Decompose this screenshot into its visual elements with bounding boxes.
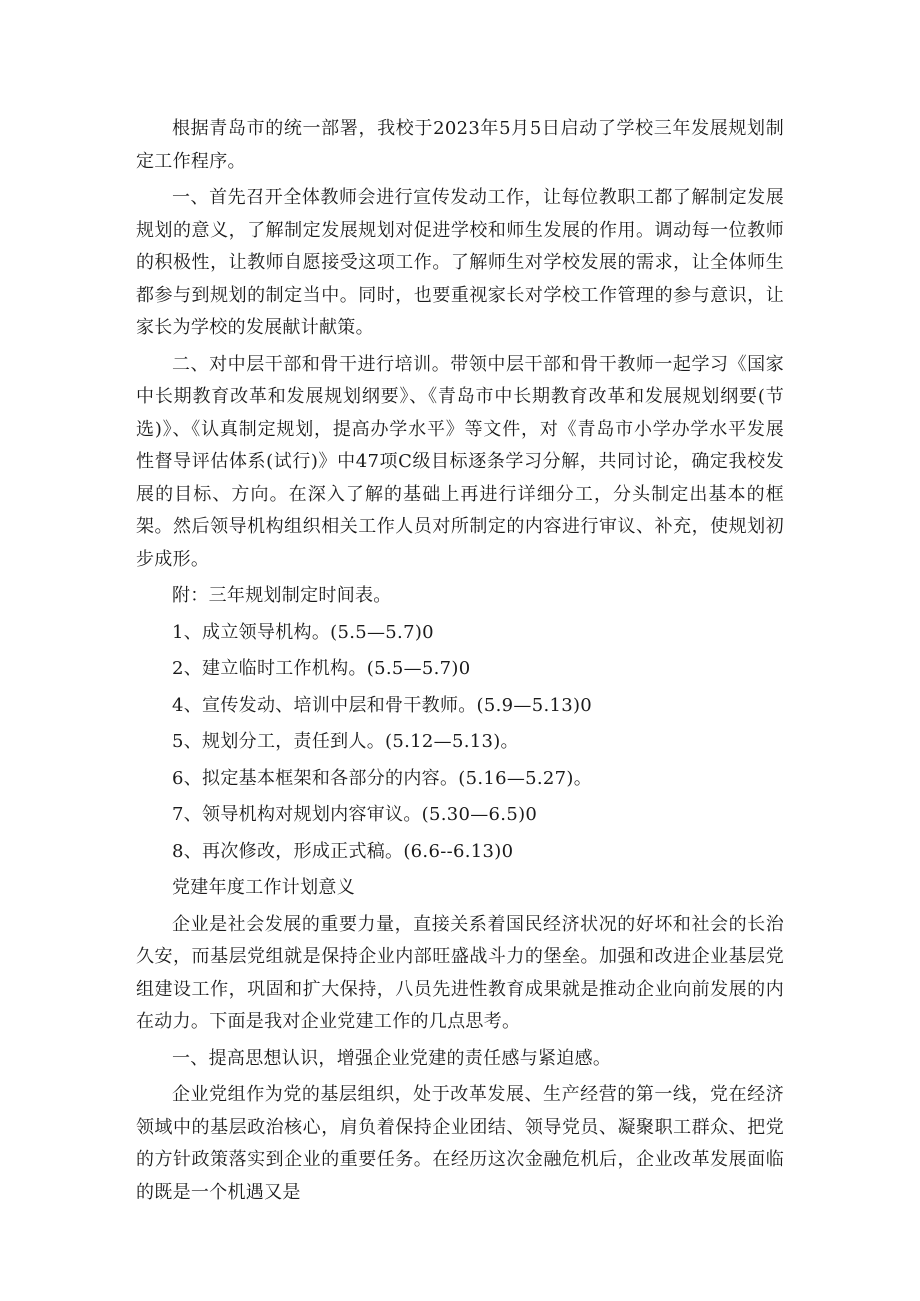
subheading-one: 一、提高思想认识，增强企业党建的责任感与紧迫感。	[172, 1047, 612, 1069]
schedule-heading: 附：三年规划制定时间表。	[172, 585, 392, 606]
schedule-item: 5、规划分工，责任到人。(5.12—5.13)。	[172, 731, 519, 752]
schedule-item: 6、拟定基本框架和各部分的内容。(5.16—5.27)。	[172, 767, 593, 789]
paragraph-step-two: 二、对中层干部和骨干进行培训。带领中层干部和骨干教师一起学习《国家中长期教育改革和发展规划纲要》、《青岛市中长期教育改革和发展规划纲要(节选)》、《认真制定规划，提高办学水平》等文件，对《青岛市小学办学水平发展性督导评估体系(试行)》中47项C级目标逐条学习分解，共同讨论，确定我校发展的目标、方向。在深入了解的基础上再进行详细分工，分头制定出基本的框架。然后领导机构组织相关工作人员对所制定的内容进行审议、补充，使规划初步成形。	[136, 353, 784, 570]
paragraph-step-one: 一、首先召开全体教师会进行宣传发动工作，让每位教职工都了解制定发展规划的意义，了解制定发展规划对促进学校和师生发展的作用。调动每一位教师的积极性，让教师自愿接受这项工作。了解师生对学校发展的需求，让全体师生都参与到规划的制定当中。同时，也要重视家长对学校工作管理的参与意识，让家长为学校的发展献计献策。	[136, 187, 784, 338]
schedule-item: 2、建立临时工作机构。(5.5—5.7)0	[172, 658, 471, 679]
schedule-item: 7、领导机构对规划内容审议。(5.30—6.5)0	[172, 804, 538, 825]
schedule-item: 1、成立领导机构。(5.5—5.7)0	[172, 621, 434, 643]
paragraph-party-body: 企业党组作为党的基层组织，处于改革发展、生产经营的第一线，党在经济领域中的基层政治核心，肩负着保持企业团结、领导党员、凝聚职工群众、把党的方针政策落实到企业的重要任务。在经历这次金融危机后，企业改革发展面临的既是一个机遇又是	[136, 1084, 784, 1203]
paragraph-intro: 根据青岛市的统一部署，我校于2023年5月5日启动了学校三年发展规划制定工作程序。	[136, 118, 784, 172]
paragraph-party-intro: 企业是社会发展的重要力量，直接关系着国民经济状况的好坏和社会的长治久安，而基层党组就是保持企业内部旺盛战斗力的堡垒。加强和改进企业基层党组建设工作，巩固和扩大保持，八员先进性教育成果就是推动企业向前发展的内在动力。下面是我对企业党建工作的几点思考。	[136, 913, 784, 1032]
document-body	[136, 113, 784, 1213]
schedule-item: 4、宣传发动、培训中层和骨干教师。(5.9—5.13)0	[172, 694, 593, 716]
section-title: 党建年度工作计划意义	[172, 877, 355, 898]
schedule-item: 8、再次修改，形成正式稿。(6.6--6.13)0	[172, 840, 514, 862]
